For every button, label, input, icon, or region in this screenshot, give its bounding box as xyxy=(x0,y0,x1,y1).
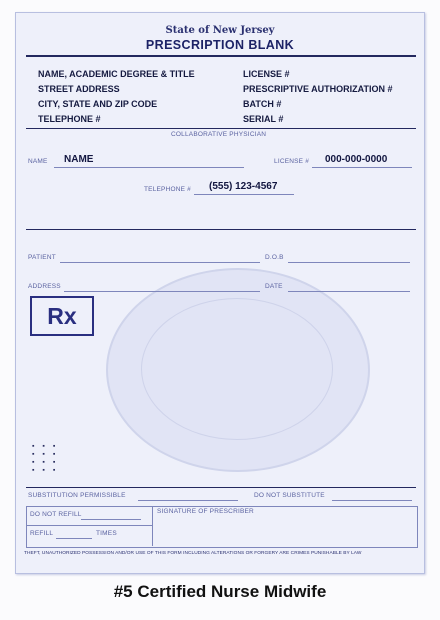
address-label: ADDRESS xyxy=(28,283,61,290)
state-seal-inner-ring xyxy=(141,298,333,440)
serial-dot-marks: ▪ ▪ ▪ ▪ ▪ ▪ ▪ ▪ ▪ ▪ ▪ ▪ xyxy=(32,443,59,474)
physician-telephone-value: (555) 123-4567 xyxy=(209,181,278,192)
footer-warning: THEFT, UNAUTHORIZED POSSESSION AND/OR USE OF THIS FORM INCLUDING ALTERATIONS OR FORGERY ARE CRIMES PUNISHABLE BY LAW xyxy=(24,551,362,556)
times-label: TIMES xyxy=(96,530,117,537)
box-divider xyxy=(152,506,153,546)
do-not-substitute-line xyxy=(332,500,412,501)
refill-divider xyxy=(26,525,152,526)
form-title: PRESCRIPTION BLANK xyxy=(145,38,295,52)
prescriber-name-line: NAME, ACADEMIC DEGREE & TITLE xyxy=(38,69,195,79)
date-label: DATE xyxy=(265,283,283,290)
physician-name-line xyxy=(54,167,244,168)
prescription-blank xyxy=(15,12,425,574)
prescriptive-authorization: PRESCRIPTIVE AUTHORIZATION # xyxy=(243,84,393,94)
patient-line xyxy=(60,262,260,263)
physician-rule xyxy=(26,229,416,230)
physician-telephone-label: TELEPHONE # xyxy=(144,186,191,193)
prescriber-city: CITY, STATE AND ZIP CODE xyxy=(38,99,158,109)
serial-number: SERIAL # xyxy=(243,114,284,124)
prescriber-license: LICENSE # xyxy=(243,69,290,79)
dob-label: D.O.B xyxy=(265,254,284,261)
header-rule xyxy=(26,55,416,57)
form-caption: #5 Certified Nurse Midwife xyxy=(113,582,327,601)
physician-name-label: NAME xyxy=(28,158,48,165)
prescriber-street: STREET ADDRESS xyxy=(38,84,120,94)
substitution-permissible-label: SUBSTITUTION PERMISSIBLE xyxy=(28,492,126,499)
patient-label: PATIENT xyxy=(28,254,56,261)
dob-line xyxy=(288,262,410,263)
signature-label: SIGNATURE OF PRESCRIBER xyxy=(157,508,254,515)
collaborative-physician-label: COLLABORATIVE PHYSICIAN xyxy=(171,131,267,138)
batch-number: BATCH # xyxy=(243,99,282,109)
substitution-rule xyxy=(26,487,416,488)
substitution-permissible-line xyxy=(138,500,238,501)
do-not-substitute-label: DO NOT SUBSTITUTE xyxy=(254,492,325,499)
prescriber-telephone: TELEPHONE # xyxy=(38,114,101,124)
state-heading: State of New Jersey xyxy=(165,25,275,36)
physician-license-line xyxy=(312,167,412,168)
physician-name-value: NAME xyxy=(64,154,94,165)
refill-label: REFILL xyxy=(30,530,54,537)
address-line xyxy=(64,291,260,292)
physician-telephone-line xyxy=(194,194,294,195)
date-line xyxy=(288,291,410,292)
do-not-refill-label: DO NOT REFILL xyxy=(30,511,82,518)
prescriber-rule xyxy=(26,128,416,129)
rx-symbol: Rx xyxy=(30,296,94,336)
physician-license-value: 000-000-0000 xyxy=(325,154,388,165)
refill-count-line xyxy=(56,538,92,539)
physician-license-label: LICENSE # xyxy=(274,158,310,165)
do-not-refill-line xyxy=(81,519,141,520)
